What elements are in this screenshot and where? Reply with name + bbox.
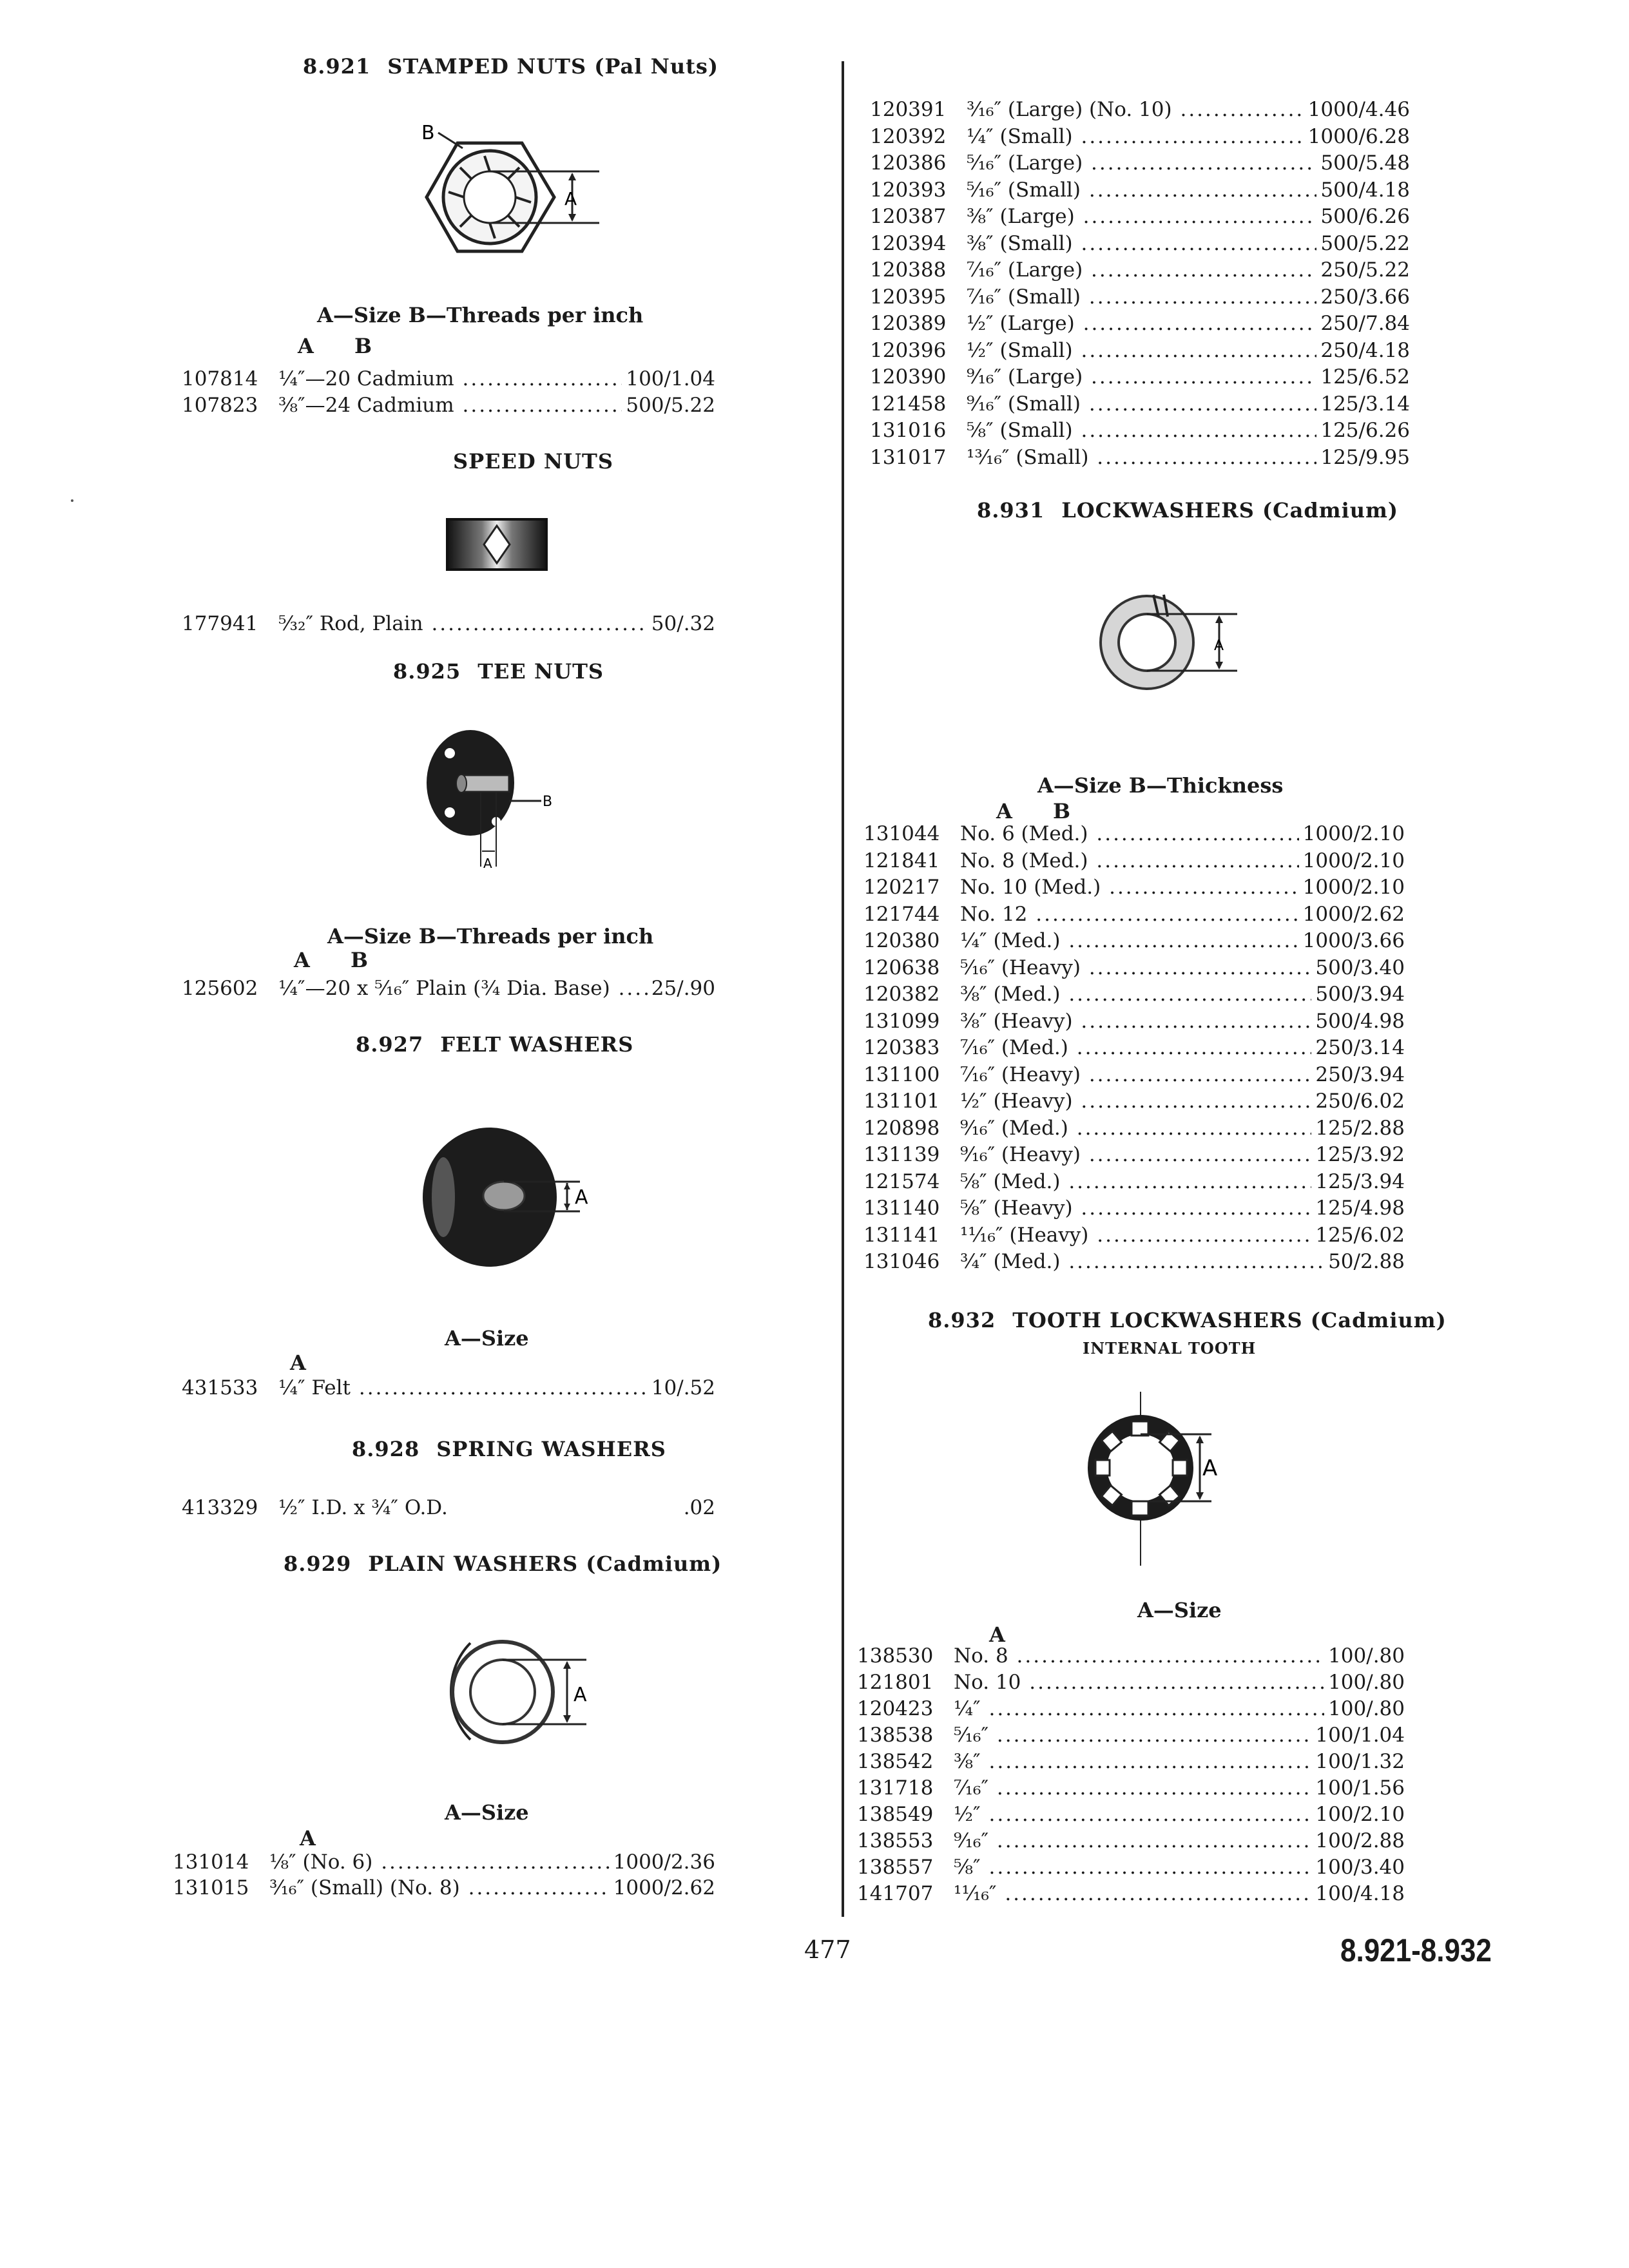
part-number: 138557	[857, 1856, 934, 1879]
part-number: 120423	[857, 1697, 934, 1720]
item-description: No. 10 .....	[954, 1669, 1324, 1696]
table-row	[863, 1115, 1405, 1142]
part-number: 120391	[870, 98, 947, 121]
part-number: 138542	[857, 1750, 934, 1773]
section-number: 8.931	[977, 498, 1045, 523]
pack-price: 1000/4.46	[1307, 98, 1410, 121]
tee-nut-figure	[419, 725, 561, 886]
part-number: 131046	[863, 1250, 940, 1273]
table-row	[863, 1169, 1405, 1195]
pack-price: 250/3.94	[1315, 1062, 1405, 1086]
part-number: 107823	[182, 394, 258, 417]
pack-price: 125/3.94	[1315, 1169, 1405, 1193]
column-letters: A B	[298, 334, 372, 358]
section-name: SPEED NUTS	[453, 449, 613, 474]
part-number: 131044	[863, 822, 940, 845]
section-name: STAMPED NUTS (Pal Nuts)	[387, 54, 719, 79]
pack-price: 25/.90	[651, 977, 715, 1000]
pack-price: 250/3.66	[1320, 285, 1410, 309]
item-description: ⁹⁄₁₆″ (Heavy) .....	[960, 1142, 1311, 1168]
pack-price: 1000/2.62	[1302, 902, 1405, 926]
scan-speck	[71, 499, 73, 502]
pack-price: 500/4.18	[1320, 178, 1410, 202]
item-description: ⁷⁄₁₆″ .....	[954, 1775, 1311, 1802]
item-description: ⅝″ (Small) .....	[967, 418, 1316, 444]
column-letters: A B	[294, 948, 369, 972]
item-description: ³⁄₁₆″ (Large) (No. 10) .....	[967, 97, 1304, 123]
table-row	[870, 284, 1410, 311]
table-row	[857, 1669, 1405, 1696]
pack-price: 100/4.18	[1315, 1882, 1405, 1905]
item-description: ¼″ (Med.) .....	[960, 928, 1299, 954]
column-header: A—Size B—Threads per inch	[327, 924, 654, 948]
fig-label-a: A	[564, 188, 577, 209]
part-number: 120395	[870, 285, 947, 309]
part-number: 120383	[863, 1036, 940, 1059]
table-row	[870, 231, 1410, 257]
pack-price: 250/7.84	[1320, 312, 1410, 335]
item-description: ⁷⁄₁₆″ (Large) .....	[967, 257, 1316, 284]
item-description: ⁷⁄₁₆″ (Heavy) .....	[960, 1062, 1311, 1088]
table-row	[870, 97, 1410, 123]
part-number: 120392	[870, 124, 947, 148]
felt-washer-figure	[419, 1121, 606, 1276]
table-row	[870, 257, 1410, 284]
table-row	[182, 366, 715, 392]
item-description: ¾″ (Med.) .....	[960, 1249, 1324, 1275]
pack-price: 100/2.10	[1315, 1803, 1405, 1826]
table-row	[870, 124, 1410, 150]
pack-price: 125/3.14	[1320, 392, 1410, 416]
item-description: No. 10 (Med.) .....	[960, 874, 1299, 901]
table-row	[857, 1802, 1405, 1828]
table-row	[857, 1828, 1405, 1854]
part-number: 120394	[870, 231, 947, 255]
part-number: 120380	[863, 929, 940, 952]
table-row	[870, 150, 1410, 177]
section-title-speed-nuts	[453, 449, 613, 474]
pack-price: .02	[683, 1496, 715, 1519]
item-description: ¼″ .....	[954, 1696, 1324, 1722]
pack-price: 10/.52	[651, 1376, 715, 1399]
table-row	[182, 611, 715, 637]
part-number: 120898	[863, 1116, 940, 1140]
section-number: 8.929	[284, 1552, 352, 1576]
part-number: 413329	[182, 1496, 258, 1519]
item-description: ¼″ (Small) .....	[967, 124, 1304, 150]
pack-price: 125/2.88	[1315, 1116, 1405, 1140]
section-title-tee-nuts	[393, 659, 604, 684]
part-number: 120388	[870, 258, 947, 282]
table-row	[863, 874, 1405, 901]
pack-price: 125/3.92	[1315, 1143, 1405, 1166]
pack-price: 125/6.52	[1320, 365, 1410, 389]
part-number: 131718	[857, 1776, 934, 1800]
column-letters: A	[290, 1350, 306, 1375]
section-name: FELT WASHERS	[440, 1032, 634, 1057]
table-row	[863, 1062, 1405, 1088]
speed-nut-figure	[445, 515, 549, 573]
section-subtitle: INTERNAL TOOTH	[1083, 1339, 1257, 1358]
section-title-felt-washers	[356, 1032, 633, 1057]
pack-price: 100/.80	[1328, 1671, 1405, 1694]
part-number: 120638	[863, 956, 940, 979]
part-number: 120389	[870, 312, 947, 335]
part-number: 131139	[863, 1143, 940, 1166]
part-number: 131017	[870, 445, 947, 469]
part-number: 131099	[863, 1009, 940, 1033]
table-row	[870, 445, 1410, 471]
part-number: 121801	[857, 1671, 934, 1694]
item-description: No. 12 .....	[960, 901, 1299, 928]
pack-price: 1000/2.10	[1302, 876, 1405, 899]
pack-price: 125/9.95	[1320, 445, 1410, 469]
column-header: A—Size B—Threads per inch	[317, 303, 644, 327]
table-row	[182, 1495, 715, 1521]
fig-label-a: A	[574, 1684, 587, 1706]
table-row	[863, 1195, 1405, 1222]
item-description: ⅝″ (Med.) .....	[960, 1169, 1311, 1195]
table-row	[870, 311, 1410, 337]
lockwasher-figure	[1083, 583, 1257, 706]
table-row	[870, 204, 1410, 230]
table-row	[857, 1643, 1405, 1669]
item-description: ⁹⁄₁₆″ (Small) .....	[967, 391, 1316, 418]
section-number: 8.927	[356, 1032, 424, 1057]
table-row	[857, 1696, 1405, 1722]
item-description: ⁵⁄₁₆″ (Large) .....	[967, 150, 1316, 177]
item-description: ⁵⁄₁₆″ (Heavy) .....	[960, 955, 1311, 981]
part-number: 131101	[863, 1090, 940, 1113]
item-description: No. 8 (Med.) .....	[960, 848, 1299, 874]
table-row	[182, 392, 715, 419]
column-header: A—Size	[445, 1800, 529, 1825]
pack-price: 125/6.02	[1315, 1223, 1405, 1247]
pack-price: 100/3.40	[1315, 1856, 1405, 1879]
section-name: SPRING WASHERS	[436, 1437, 666, 1461]
part-number: 431533	[182, 1376, 258, 1399]
table-row	[870, 364, 1410, 390]
item-description: ⅝″ (Heavy) .....	[960, 1195, 1311, 1222]
part-number: 177941	[182, 612, 258, 635]
pack-price: 500/5.22	[626, 394, 715, 417]
table-row	[857, 1775, 1405, 1802]
part-number: 131016	[870, 419, 947, 442]
table-row	[870, 338, 1410, 364]
item-description: ⅜″ (Heavy) .....	[960, 1008, 1311, 1035]
item-description: No. 8 .....	[954, 1643, 1324, 1669]
pack-price: 1000/2.36	[613, 1850, 715, 1874]
column-letters: A	[989, 1622, 1005, 1647]
part-number: 138538	[857, 1724, 934, 1747]
table-row	[863, 928, 1405, 954]
table-row	[863, 1008, 1405, 1035]
fig-label-b: B	[543, 794, 553, 810]
fig-label-a: A	[1214, 638, 1224, 654]
pack-price: 100/1.32	[1315, 1750, 1405, 1773]
part-number: 141707	[857, 1882, 934, 1905]
column-header: A—Size	[1137, 1598, 1222, 1622]
part-number: 120387	[870, 205, 947, 228]
item-description: ¼″ Felt .....	[278, 1375, 648, 1401]
section-title-stamped-nuts	[303, 54, 718, 79]
section-number: 8.925	[393, 659, 461, 684]
item-description: ⁵⁄₁₆″ (Small) .....	[967, 177, 1316, 204]
table-row	[870, 177, 1410, 204]
fig-label-b: B	[421, 122, 435, 144]
pack-price: 1000/2.62	[613, 1876, 715, 1899]
pack-price: 500/5.48	[1320, 151, 1410, 175]
part-number: 131014	[173, 1850, 249, 1874]
pack-price: 100/1.04	[1315, 1724, 1405, 1747]
section-range: 8.921-8.932	[1340, 1932, 1492, 1968]
part-number: 120390	[870, 365, 947, 389]
pack-price: 100/1.04	[626, 367, 715, 390]
item-description: ⅜″ (Large) .....	[967, 204, 1316, 230]
stamped-nut-figure	[412, 122, 606, 277]
item-description: No. 6 (Med.) .....	[960, 821, 1299, 847]
column-letters: A B	[996, 799, 1071, 823]
item-description: ½″ I.D. x ¾″ O.D.	[278, 1496, 448, 1519]
table-row	[182, 975, 715, 1002]
table-row	[863, 955, 1405, 981]
part-number: 120393	[870, 178, 947, 202]
table-row	[863, 1035, 1405, 1061]
pack-price: 250/3.14	[1315, 1036, 1405, 1059]
pack-price: 1000/3.66	[1302, 929, 1405, 952]
part-number: 120396	[870, 338, 947, 362]
item-description: ⁷⁄₁₆″ (Med.) .....	[960, 1035, 1311, 1061]
fig-label-a: A	[1202, 1456, 1218, 1481]
pack-price: 500/4.98	[1315, 1009, 1405, 1033]
section-number: 8.921	[303, 54, 371, 79]
table-row	[857, 1881, 1405, 1907]
pack-price: 125/4.98	[1315, 1196, 1405, 1220]
pack-price: 125/6.26	[1320, 419, 1410, 442]
item-description: ⅜″ (Small) .....	[967, 231, 1316, 257]
table-row	[173, 1849, 715, 1876]
item-description: ⅜″ (Med.) .....	[960, 981, 1311, 1008]
column-divider	[842, 61, 844, 1917]
item-description: ¼″—20 Cadmium .....	[278, 366, 622, 392]
pack-price: 500/6.26	[1320, 205, 1410, 228]
item-description: ¹³⁄₁₆″ (Small) .....	[967, 445, 1316, 471]
fig-label-a: A	[575, 1186, 588, 1209]
item-description: ¹¹⁄₁₆″ .....	[954, 1881, 1311, 1907]
part-number: 120386	[870, 151, 947, 175]
plain-washer-figure	[438, 1630, 612, 1753]
table-row	[182, 1375, 715, 1401]
item-description: ⁹⁄₁₆″ (Large) .....	[967, 364, 1316, 390]
pack-price: 1000/2.10	[1302, 849, 1405, 872]
table-row	[863, 981, 1405, 1008]
table-row	[863, 821, 1405, 847]
item-description: ¼″—20 x ⁵⁄₁₆″ Plain (¾ Dia. Base) .....	[278, 975, 648, 1002]
item-description: ½″ (Large) .....	[967, 311, 1316, 337]
table-row	[857, 1749, 1405, 1775]
part-number: 107814	[182, 367, 258, 390]
pack-price: 250/6.02	[1315, 1090, 1405, 1113]
table-row	[863, 848, 1405, 874]
item-description: ⁷⁄₁₆″ (Small) .....	[967, 284, 1316, 311]
section-title-tooth-lockwashers	[928, 1308, 1447, 1332]
part-number: 131100	[863, 1062, 940, 1086]
fig-label-a: A	[483, 856, 492, 871]
pack-price: 100/.80	[1328, 1644, 1405, 1667]
section-name: TEE NUTS	[477, 659, 604, 684]
section-name: TOOTH LOCKWASHERS (Cadmium)	[1012, 1308, 1447, 1332]
part-number: 131141	[863, 1223, 940, 1247]
table-row	[863, 1222, 1405, 1249]
table-row	[863, 1142, 1405, 1168]
pack-price: 100/2.88	[1315, 1829, 1405, 1852]
column-header: A—Size	[445, 1326, 529, 1350]
item-description: ⅝″ .....	[954, 1854, 1311, 1881]
table-row	[857, 1854, 1405, 1881]
item-description: ⁹⁄₁₆″ .....	[954, 1828, 1311, 1854]
pack-price: 50/2.88	[1328, 1250, 1405, 1273]
section-title-plain-washers	[284, 1552, 722, 1576]
item-description: ⁵⁄₃₂″ Rod, Plain .....	[278, 611, 648, 637]
part-number: 120217	[863, 876, 940, 899]
part-number: 131140	[863, 1196, 940, 1220]
table-row	[863, 901, 1405, 928]
pack-price: 500/3.40	[1315, 956, 1405, 979]
section-name: PLAIN WASHERS (Cadmium)	[368, 1552, 722, 1576]
section-number: 8.932	[928, 1308, 996, 1332]
pack-price: 1000/6.28	[1307, 124, 1410, 148]
pack-price: 100/.80	[1328, 1697, 1405, 1720]
part-number: 131015	[173, 1876, 249, 1899]
part-number: 120382	[863, 983, 940, 1006]
tooth-lockwasher-figure	[1076, 1385, 1237, 1572]
page-number: 477	[804, 1936, 851, 1964]
pack-price: 250/5.22	[1320, 258, 1410, 282]
column-header: A—Size B—Thickness	[1037, 773, 1284, 798]
item-description: ⅜″ .....	[954, 1749, 1311, 1775]
pack-price: 500/5.22	[1320, 231, 1410, 255]
pack-price: 250/4.18	[1320, 338, 1410, 362]
section-name: LOCKWASHERS (Cadmium)	[1061, 498, 1399, 523]
item-description: ½″ (Heavy) .....	[960, 1088, 1311, 1115]
part-number: 121744	[863, 902, 940, 926]
table-row	[870, 391, 1410, 418]
item-description: ⅜″—24 Cadmium .....	[278, 392, 622, 419]
table-row	[857, 1722, 1405, 1749]
part-number: 138553	[857, 1829, 934, 1852]
part-number: 138530	[857, 1644, 934, 1667]
part-number: 121841	[863, 849, 940, 872]
pack-price: 500/3.94	[1315, 983, 1405, 1006]
section-title-lockwashers	[977, 498, 1398, 523]
item-description: ³⁄₁₆″ (Small) (No. 8) .....	[269, 1875, 610, 1901]
item-description: ⁵⁄₁₆″ .....	[954, 1722, 1311, 1749]
item-description: ⁹⁄₁₆″ (Med.) .....	[960, 1115, 1311, 1142]
section-title-spring-washers	[352, 1437, 666, 1461]
column-letters: A	[300, 1826, 316, 1850]
table-row	[173, 1875, 715, 1901]
part-number: 121458	[870, 392, 947, 416]
part-number: 125602	[182, 977, 258, 1000]
part-number: 121574	[863, 1169, 940, 1193]
item-description: ½″ (Small) .....	[967, 338, 1316, 364]
table-row	[870, 418, 1410, 444]
pack-price: 50/.32	[651, 612, 715, 635]
item-description: ⅛″ (No. 6) .....	[269, 1849, 610, 1876]
item-description: ½″ .....	[954, 1802, 1311, 1828]
item-description: ¹¹⁄₁₆″ (Heavy) .....	[960, 1222, 1311, 1249]
part-number: 138549	[857, 1803, 934, 1826]
section-number: 8.928	[352, 1437, 420, 1461]
table-row	[863, 1249, 1405, 1275]
pack-price: 1000/2.10	[1302, 822, 1405, 845]
pack-price: 100/1.56	[1315, 1776, 1405, 1800]
table-row	[863, 1088, 1405, 1115]
